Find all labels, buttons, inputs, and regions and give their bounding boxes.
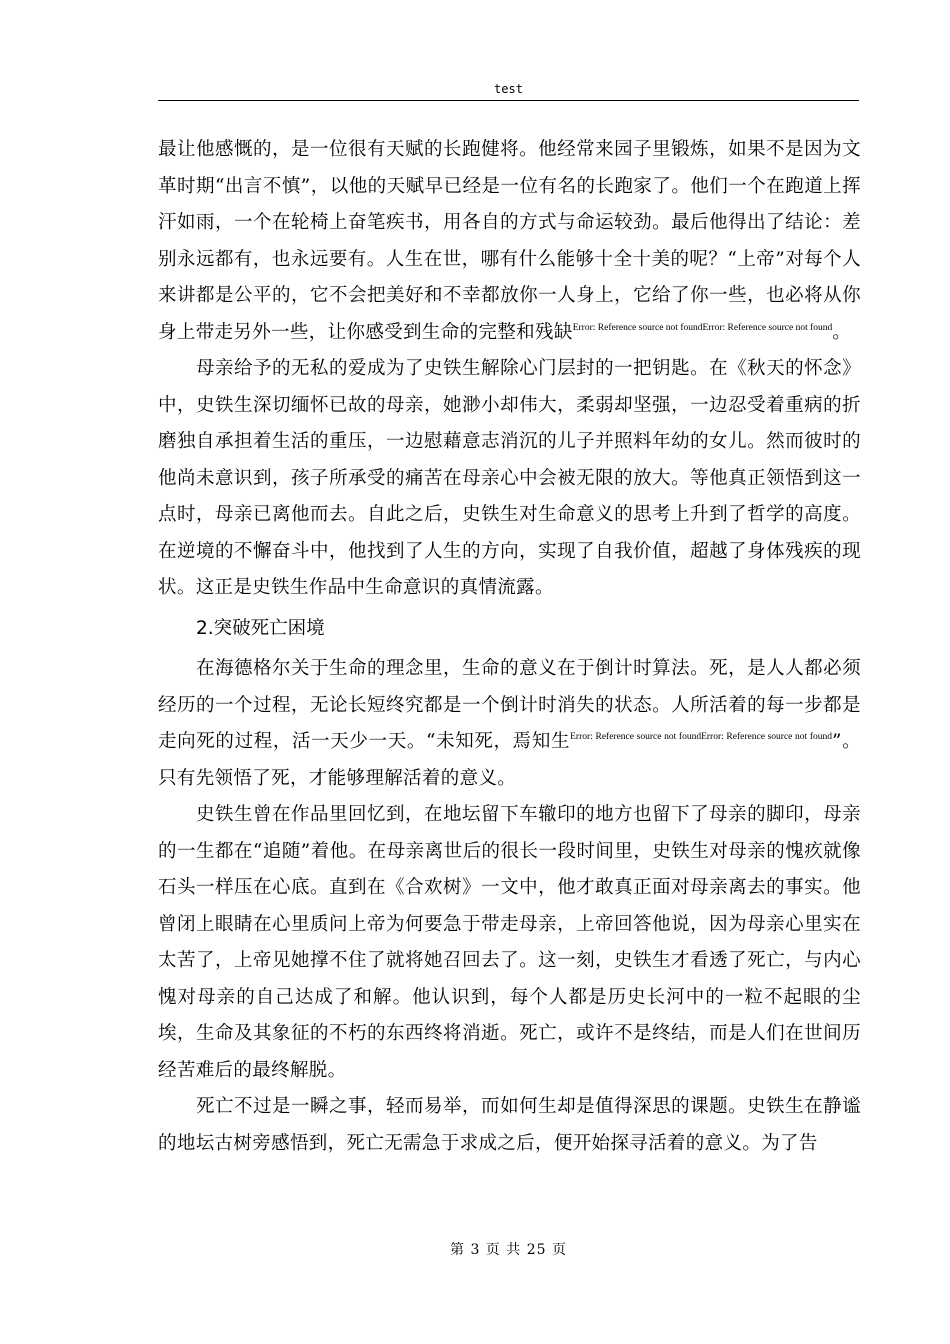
paragraph-3-text: 在海德格尔关于生命的理念里，生命的意义在于倒计时算法。死，是人人都必须经历的一个过程，无论长短终究都是一个倒计时消失的状态。人所活着的每一步都是走向死的过程，活一天少一天。“未知死，焉知生 — [158, 658, 861, 752]
page-header: test — [494, 82, 523, 96]
paragraph-1 — [158, 132, 861, 351]
reference-error-1: Error: Reference source not foundError: Reference source not found — [572, 322, 833, 333]
paragraph-5 — [158, 1089, 861, 1162]
page-footer: 第 3 页 共 25 页 — [450, 1242, 567, 1258]
paragraph-2-text: 母亲给予的无私的爱成为了史铁生解除心门层封的一把钥匙。在《秋天的怀念》中，史铁生深切缅怀已故的母亲，她渺小却伟大，柔弱却坚强，一边忍受着重病的折磨独自承担着生活的重压，一边慰藉意志消沉的儿子并照料年幼的女儿。然而彼时的他尚未意识到，孩子所承受的痛苦在母亲心中会被无限的放大。等他真正领悟到这一点时，母亲已离他而去。自此之后，史铁生对生命意义的思考上升到了哲学的高度。在逆境的不懈奋斗中，他找到了人生的方向，实现了自我价值，超越了身体残疾的现状。这正是史铁生作品中生命意识的真情流露。 — [158, 358, 861, 598]
paragraph-4-text: 史铁生曾在作品里回忆到，在地坛留下车辙印的地方也留下了母亲的脚印，母亲的一生都在“追随”着他。在母亲离世后的很长一段时间里，史铁生对母亲的愧疚就像石头一样压在心底。直到在《合欢树》一文中，他才敢真正面对母亲离去的事实。他曾闭上眼睛在心里质问上帝为何要急于带走母亲，上帝回答他说，因为母亲心里实在太苦了，上帝见她撑不住了就将她召回去了。这一刻，史铁生才看透了死亡，与内心愧对母亲的自己达成了和解。他认识到，每个人都是历史长河中的一粒不起眼的尘埃，生命及其象征的不朽的东西终将消逝。死亡，或许不是终结，而是人们在世间历经苦难后的最终解脱。 — [158, 804, 861, 1081]
document-body — [158, 132, 861, 1162]
header-rule — [158, 100, 859, 101]
paragraph-1-end: 。 — [832, 321, 852, 343]
paragraph-2 — [158, 351, 861, 607]
paragraph-4 — [158, 797, 861, 1089]
section-heading: 2.突破死亡困境 — [196, 617, 325, 639]
paragraph-3-end: ”。只有先领悟了死，才能够理解活着的意义。 — [158, 731, 861, 789]
paragraph-3 — [158, 651, 861, 797]
paragraph-1-text: 最让他感慨的，是一位很有天赋的长跑健将。他经常来园子里锻炼，如果不是因为文革时期“出言不慎”，以他的天赋早已经是一位有名的长跑家了。他们一个在跑道上挥汗如雨，一个在轮椅上奋笔疾书，用各自的方式与命运较劲。最后他得出了结论：差别永远都有，也永远要有。人生在世，哪有什么能够十全十美的呢？“上帝”对每个人来讲都是公平的，它不会把美好和不幸都放你一人身上，它给了你一些，也必将从你身上带走另外一些，让你感受到生命的完整和残缺 — [158, 139, 861, 343]
paragraph-5-text: 死亡不过是一瞬之事，轻而易举，而如何生却是值得深思的课题。史铁生在静谧的地坛古树旁感悟到，死亡无需急于求成之后，便开始探寻活着的意义。为了告 — [158, 1096, 861, 1154]
reference-error-2: Error: Reference source not foundError: Reference source not found — [570, 732, 833, 742]
